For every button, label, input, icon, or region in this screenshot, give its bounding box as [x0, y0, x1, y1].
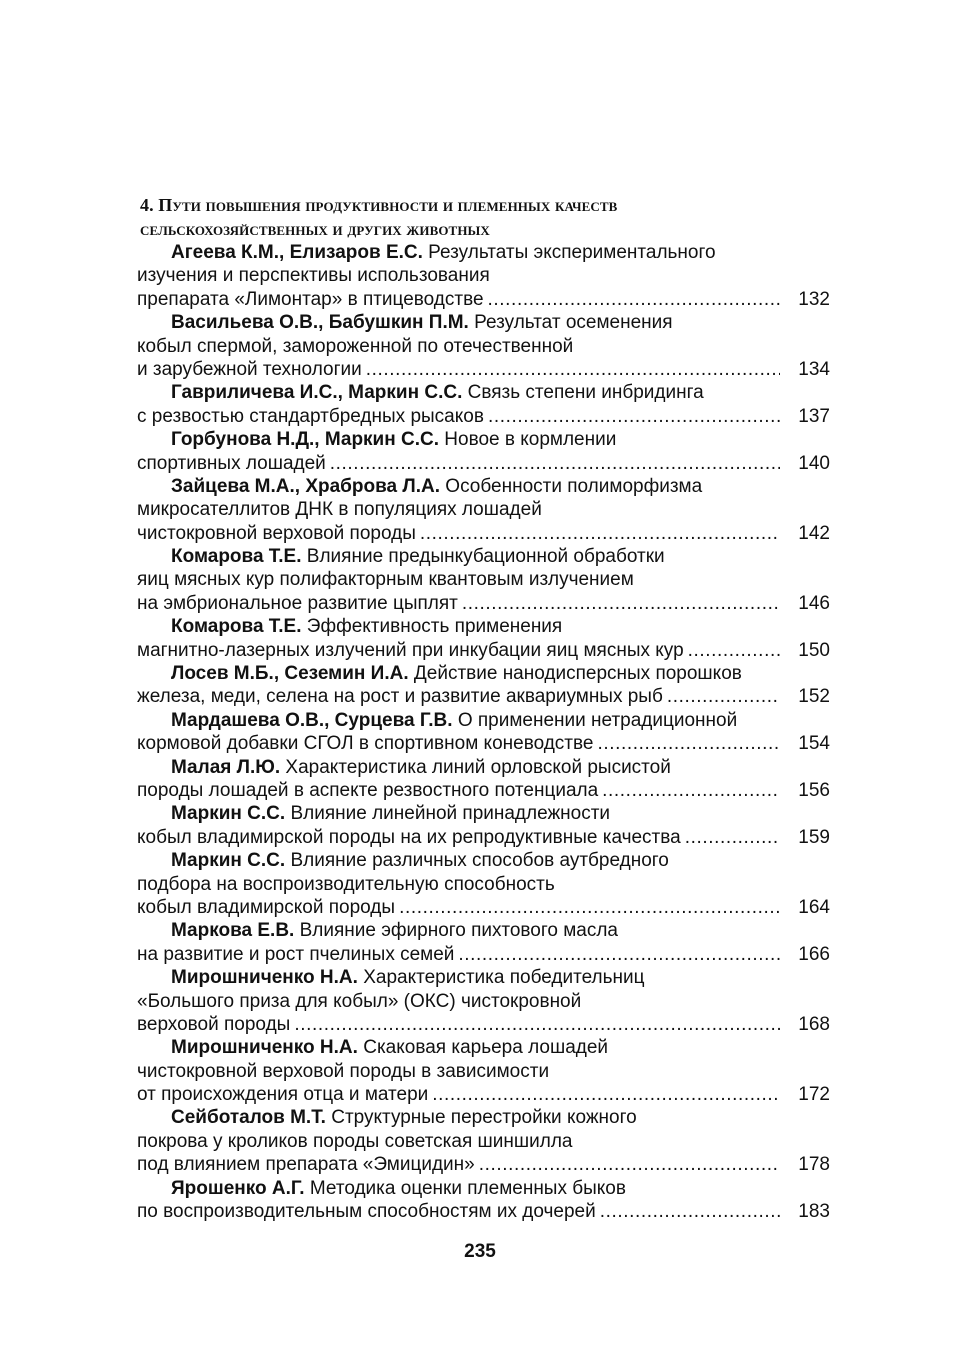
toc-entry-last-line [137, 1153, 830, 1176]
toc-entry-first-line [137, 428, 837, 451]
toc-entry-title-end: под влиянием препарата «Эмицидин» [137, 1154, 475, 1176]
toc-entry-first-line [137, 1106, 837, 1129]
toc-entry-last-line [137, 358, 830, 381]
toc-entry [137, 966, 837, 1036]
toc-entry-page-number: 154 [798, 733, 830, 755]
toc-entry-last-line [137, 732, 830, 755]
toc-entry-page-number: 140 [798, 452, 830, 474]
toc-entry-title: Влияние линейной принадлежности [290, 803, 611, 825]
toc-entry [137, 802, 837, 849]
toc-entry [137, 1036, 837, 1106]
dot-leader [399, 896, 780, 919]
toc-entry-title: Характеристика линий орловской рысистой [285, 756, 671, 778]
toc-entry [137, 241, 837, 311]
dot-leader [432, 1083, 780, 1106]
toc-entry [137, 662, 837, 709]
toc-entry-title-continuation: покрова у кроликов породы советская шиншилла [137, 1130, 573, 1152]
toc-entry-title: Методика оценки племенных быков [309, 1177, 626, 1199]
toc-entry-first-line [137, 1036, 837, 1059]
toc-entry-last-line [137, 826, 830, 849]
dot-leader [602, 779, 780, 802]
toc-entry-page-number: 164 [798, 896, 830, 918]
table-of-contents [137, 241, 837, 1223]
dot-leader [366, 358, 780, 381]
dot-leader [600, 1200, 780, 1223]
toc-entry-title-continuation: «Большого приза для кобыл» (ОКС) чистокровной [137, 990, 582, 1012]
toc-entry-author: Лосев М.Б., Сеземин И.А. [171, 663, 409, 685]
dot-leader [420, 522, 780, 545]
toc-entry-first-line [137, 615, 837, 638]
toc-entry-title-continuation: подбора на воспроизводительную способность [137, 873, 555, 895]
toc-entry-title: О применении нетрадиционной [457, 709, 738, 731]
toc-entry [137, 1177, 837, 1224]
toc-entry [137, 381, 837, 428]
toc-entry-first-line [137, 709, 837, 732]
dot-leader [458, 943, 780, 966]
dot-leader [294, 1013, 780, 1036]
toc-entry-first-line [137, 849, 837, 872]
toc-entry-page-number: 137 [798, 405, 830, 427]
dot-leader [685, 826, 780, 849]
toc-entry-author: Мирошниченко Н.А. [171, 967, 358, 989]
toc-entry [137, 545, 837, 615]
toc-entry-title-end: от происхождения отца и матери [137, 1084, 429, 1106]
dot-leader [688, 639, 780, 662]
toc-entry-title-continuation: яиц мясных кур полифакторным квантовым излучением [137, 569, 634, 591]
toc-entry-author: Комарова Т.Е. [171, 616, 302, 638]
toc-entry-title-end: кобыл владимирской породы [137, 896, 396, 918]
toc-entry-first-line [137, 381, 837, 404]
toc-entry-title-end: препарата «Лимонтар» в птицеводстве [137, 288, 484, 310]
toc-entry-author: Комарова Т.Е. [171, 546, 302, 568]
toc-entry-first-line [137, 802, 837, 825]
toc-entry-first-line [137, 1177, 837, 1200]
toc-entry-first-line [137, 919, 837, 942]
dot-leader [488, 288, 780, 311]
toc-entry-author: Агеева К.М., Елизаров Е.С. [171, 242, 423, 263]
toc-entry-author: Малая Л.Ю. [171, 756, 281, 778]
toc-entry-author: Гавриличева И.С., Маркин С.С. [171, 382, 463, 404]
toc-entry-page-number: 183 [798, 1201, 830, 1223]
toc-entry [137, 615, 837, 662]
toc-entry-author: Ярошенко А.Г. [171, 1177, 305, 1199]
toc-entry-first-line [137, 662, 837, 685]
toc-entry-title: Характеристика победительниц [363, 967, 645, 989]
toc-entry-last-line [137, 288, 830, 311]
toc-entry [137, 849, 837, 919]
dot-leader [330, 452, 780, 475]
toc-entry-author: Маркин С.С. [171, 803, 286, 825]
toc-entry-title-end: спортивных лошадей [137, 452, 326, 474]
toc-entry-author: Мирошниченко Н.А. [171, 1037, 358, 1059]
toc-entry-title-end: на эмбриональное развитие цыплят [137, 592, 458, 614]
dot-leader [597, 732, 780, 755]
toc-entry-page-number: 150 [798, 639, 830, 661]
toc-entry-title-end: кормовой добавки СГОЛ в спортивном коневодстве [137, 733, 594, 755]
toc-entry-title: Скаковая карьера лошадей [363, 1037, 609, 1059]
toc-entry-title-continuation: чистокровной верховой породы в зависимости [137, 1060, 550, 1082]
toc-entry [137, 756, 837, 803]
toc-entry [137, 475, 837, 545]
toc-entry-author: Мардашева О.В., Сурцева Г.В. [171, 709, 453, 731]
toc-entry-first-line [137, 241, 837, 264]
toc-entry-page-number: 166 [798, 943, 830, 965]
dot-leader [479, 1153, 780, 1176]
toc-entry-page-number: 134 [798, 358, 830, 380]
toc-entry-last-line [137, 1013, 830, 1036]
toc-entry-author: Маркин С.С. [171, 850, 286, 872]
toc-entry-title-end: и зарубежной технологии [137, 358, 362, 380]
toc-entry [137, 311, 837, 381]
toc-entry-title-continuation: изучения и перспективы использования [137, 265, 490, 287]
toc-entry-last-line [137, 452, 830, 475]
toc-entry-title: Влияние предынкубационной обработки [306, 546, 665, 568]
dot-leader [462, 592, 780, 615]
toc-entry-title: Новое в кормлении [444, 429, 617, 451]
toc-entry-title-end: по воспроизводительным способностям их дочерей [137, 1201, 596, 1223]
toc-entry-last-line [137, 639, 830, 662]
toc-entry-title-end: с резвостью стандартбредных рысаков [137, 405, 484, 427]
toc-entry-author: Маркова Е.В. [171, 920, 295, 942]
toc-entry-page-number: 159 [798, 826, 830, 848]
toc-entry-first-line [137, 311, 837, 334]
toc-entry-title-end: кобыл владимирской породы на их репродуктивные качества [137, 826, 681, 848]
toc-entry-title-end: чистокровной верховой породы [137, 522, 416, 544]
toc-entry [137, 919, 837, 966]
toc-entry [137, 428, 837, 475]
toc-entry-title-continuation: кобыл спермой, замороженной по отечественной [137, 335, 574, 357]
toc-entry-last-line [137, 522, 830, 545]
toc-entry-title: Действие нанодисперсных порошков [413, 663, 742, 685]
toc-entry-page-number: 178 [798, 1154, 830, 1176]
toc-entry-page-number: 152 [798, 686, 830, 708]
page-number: 235 [464, 1241, 496, 1262]
toc-entry-title: Результаты экспериментального [428, 242, 716, 263]
toc-entry-last-line [137, 779, 830, 802]
toc-entry [137, 1106, 837, 1176]
toc-entry-page-number: 146 [798, 592, 830, 614]
toc-entry-page-number: 142 [798, 522, 830, 544]
toc-entry-title-end: железа, меди, селена на рост и развитие аквариумных рыб [137, 686, 663, 708]
toc-entry [137, 709, 837, 756]
toc-entry-title-end: верховой породы [137, 1013, 291, 1035]
toc-entry-author: Зайцева М.А., Храброва Л.А. [171, 475, 441, 497]
toc-entry-page-number: 156 [798, 779, 830, 801]
toc-entry-last-line [137, 1200, 830, 1223]
toc-entry-last-line [137, 1083, 830, 1106]
toc-entry-last-line [137, 405, 830, 428]
toc-entry-title-end: магнитно-лазерных излучений при инкубации яиц мясных кур [137, 639, 684, 661]
toc-entry-first-line [137, 966, 837, 989]
toc-entry-page-number: 132 [798, 288, 830, 310]
toc-entry-title: Связь степени инбридинга [467, 382, 704, 404]
toc-entry-author: Сейботалов М.Т. [171, 1107, 326, 1129]
toc-entry-author: Горбунова Н.Д., Маркин С.С. [171, 429, 439, 451]
toc-entry-last-line [137, 685, 830, 708]
toc-entry-title-end: породы лошадей в аспекте резвостного потенциала [137, 779, 599, 801]
toc-entry-author: Васильева О.В., Бабушкин П.М. [171, 312, 469, 334]
section-title: 4. Пути повышения продуктивности и племенных качеств сельскохозяйственных и других животных [140, 195, 618, 239]
toc-entry-title: Особенности полиморфизма [445, 475, 703, 497]
toc-entry-page-number: 172 [798, 1084, 830, 1106]
toc-entry-last-line [137, 896, 830, 919]
toc-entry-title: Эффективность применения [306, 616, 563, 638]
toc-entry-first-line [137, 756, 837, 779]
toc-entry-last-line [137, 943, 830, 966]
dot-leader [488, 405, 780, 428]
toc-entry-title: Влияние эфирного пихтового масла [299, 920, 618, 942]
toc-entry-first-line [137, 545, 837, 568]
toc-entry-first-line [137, 475, 837, 498]
toc-entry-title: Влияние различных способов аутбредного [290, 850, 669, 872]
toc-entry-page-number: 168 [798, 1013, 830, 1035]
toc-entry-title-end: на развитие и рост пчелиных семей [137, 943, 455, 965]
toc-entry-last-line [137, 592, 830, 615]
toc-entry-title: Результат осеменения [474, 312, 673, 334]
toc-entry-title: Структурные перестройки кожного [331, 1107, 637, 1129]
toc-entry-title-continuation: микросателлитов ДНК в популяциях лошадей [137, 499, 542, 521]
dot-leader [667, 685, 780, 708]
